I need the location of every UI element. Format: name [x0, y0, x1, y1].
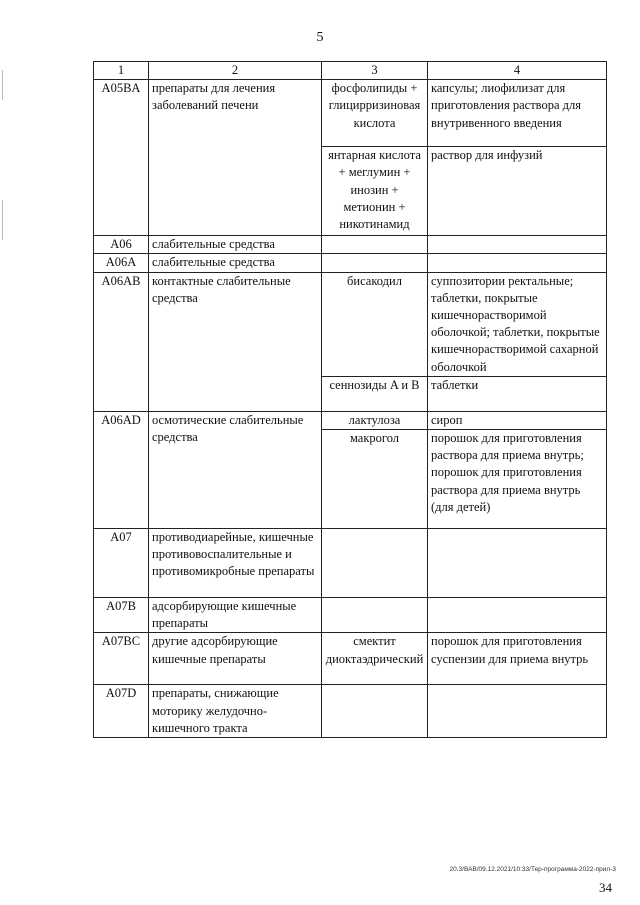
inn-cell: сеннозиды A и B: [322, 376, 428, 411]
inn-cell: фосфолипиды + глицирризиновая кислота: [322, 80, 428, 147]
dosage-form-cell: [428, 236, 607, 254]
dosage-form-cell: порошок для приготовления раствора для приема внутрь; порошок для приготовления раствора для приема внутрь (для детей): [428, 430, 607, 529]
table-row: [94, 685, 607, 738]
dosage-form-cell: [428, 529, 607, 598]
table-header-row: [94, 62, 607, 80]
page-number-top: 5: [316, 30, 324, 45]
inn-cell: [322, 254, 428, 272]
column-header: 2: [149, 62, 322, 80]
group-cell: контактные слабительные средства: [149, 272, 322, 411]
dosage-form-cell: [428, 598, 607, 633]
inn-cell: [322, 236, 428, 254]
drug-table: [93, 61, 607, 738]
inn-cell: [322, 598, 428, 633]
atc-code-cell: A07: [94, 529, 149, 598]
atc-code-cell: A06AB: [94, 272, 149, 411]
atc-code-cell: A07BC: [94, 633, 149, 685]
inn-cell: смектит диоктаэдрический: [322, 633, 428, 685]
dosage-form-cell: [428, 685, 607, 738]
table-row: [94, 254, 607, 272]
table-row: [94, 633, 607, 685]
table-row: [94, 80, 607, 147]
column-header: 1: [94, 62, 149, 80]
dosage-form-cell: порошок для приготовления суспензии для приема внутрь: [428, 633, 607, 685]
table-row: [94, 411, 607, 429]
group-cell: другие адсорбирующие кишечные препараты: [149, 633, 322, 685]
table-row: [94, 598, 607, 633]
dosage-form-cell: суппозитории ректальные; таблетки, покрытые кишечнорастворимой оболочкой; таблетки, покрытые кишечнорастворимой сахарной оболочкой: [428, 272, 607, 376]
column-header: 3: [322, 62, 428, 80]
scan-edge-mark: [2, 200, 3, 240]
atc-code-cell: A06AD: [94, 411, 149, 528]
group-cell: препараты, снижающие моторику желудочно-кишечного тракта: [149, 685, 322, 738]
group-cell: препараты для лечения заболеваний печени: [149, 80, 322, 236]
table-row: [94, 236, 607, 254]
column-header: 4: [428, 62, 607, 80]
group-cell: слабительные средства: [149, 236, 322, 254]
dosage-form-cell: раствор для инфузий: [428, 147, 607, 236]
table-row: [94, 272, 607, 376]
group-cell: слабительные средства: [149, 254, 322, 272]
footer-reference: 20.3/ВАВ/09.12.2021/10:33/Тер-программа-2022-прил-3: [449, 866, 616, 873]
group-cell: осмотические слабительные средства: [149, 411, 322, 528]
inn-cell: [322, 685, 428, 738]
inn-cell: лактулоза: [322, 411, 428, 429]
atc-code-cell: A07D: [94, 685, 149, 738]
atc-code-cell: A05BA: [94, 80, 149, 236]
page-number-bottom: 34: [599, 880, 612, 895]
atc-code-cell: A06: [94, 236, 149, 254]
atc-code-cell: A06A: [94, 254, 149, 272]
group-cell: адсорбирующие кишечные препараты: [149, 598, 322, 633]
inn-cell: макрогол: [322, 430, 428, 529]
dosage-form-cell: капсулы; лиофилизат для приготовления раствора для внутривенного введения: [428, 80, 607, 147]
dosage-form-cell: [428, 254, 607, 272]
atc-code-cell: A07B: [94, 598, 149, 633]
inn-cell: янтарная кислота + меглумин + инозин + метионин + никотинамид: [322, 147, 428, 236]
table-row: [94, 529, 607, 598]
scan-edge-mark: [2, 70, 3, 100]
dosage-form-cell: сироп: [428, 411, 607, 429]
dosage-form-cell: таблетки: [428, 376, 607, 411]
inn-cell: бисакодил: [322, 272, 428, 376]
inn-cell: [322, 529, 428, 598]
group-cell: противодиарейные, кишечные противовоспалительные и противомикробные препараты: [149, 529, 322, 598]
